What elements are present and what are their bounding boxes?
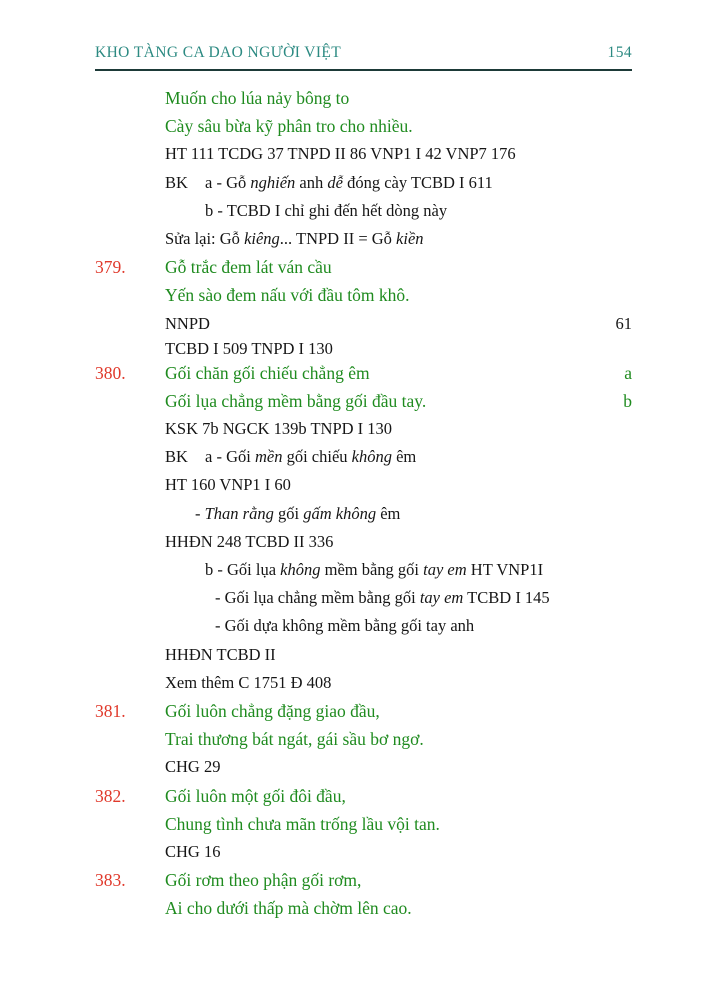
italic-variant-word: không (351, 447, 392, 467)
header-rule (95, 69, 632, 71)
text-segment: - Gối dựa không mềm bằng gối tay anh (215, 616, 475, 636)
text-line (95, 281, 632, 309)
entry-line (95, 866, 632, 894)
verse-text (165, 894, 632, 922)
reference-text (165, 338, 632, 359)
text-segment: anh (295, 172, 328, 192)
text-line (95, 84, 632, 112)
text-segment: - (195, 503, 205, 523)
text-line (95, 669, 632, 697)
reference-text (165, 500, 632, 528)
text-line (95, 225, 632, 253)
reference-text (165, 140, 632, 168)
text-line (95, 169, 632, 197)
verse-text (165, 866, 632, 894)
entry-number: 379. (95, 257, 126, 278)
reference-text (165, 415, 632, 443)
reference-text (165, 669, 632, 697)
reference-text (165, 753, 632, 781)
text-line (95, 415, 632, 443)
line-right-annotation: b (623, 390, 632, 411)
text-segment: a - Gỗ (205, 172, 251, 192)
text-segment: Gối luôn một gối đôi đầu, (165, 785, 346, 806)
text-line (95, 471, 632, 499)
reference-text (165, 310, 604, 338)
reference-text (165, 838, 632, 866)
text-segment: Gối lụa chẳng mềm bằng gối đầu tay. (165, 390, 427, 411)
entry-number: 381. (95, 700, 126, 721)
variant-marker-label: BK (165, 172, 188, 192)
italic-variant-word: mền (254, 447, 283, 467)
line-right-annotation: a (624, 362, 632, 383)
italic-variant-word: tay em (419, 588, 464, 608)
entry-number: 380. (95, 362, 126, 383)
text-segment: HHĐN TCBD II (165, 644, 276, 664)
reference-text (165, 641, 632, 669)
verse-text (165, 281, 632, 309)
entry-number: 383. (95, 870, 126, 891)
italic-variant-word: kiêng (244, 228, 280, 248)
text-segment: a - Gối (205, 447, 255, 467)
text-segment: Sửa lại: Gỗ (165, 228, 245, 248)
reference-text (165, 612, 632, 640)
page-number: 154 (607, 44, 632, 61)
text-line (95, 140, 632, 168)
reference-text (165, 584, 632, 612)
text-line (95, 528, 632, 556)
text-line (95, 612, 632, 640)
verse-text (165, 253, 632, 281)
text-line (95, 725, 632, 753)
text-segment: HT 160 VNP1 I 60 (165, 475, 291, 495)
text-line (95, 810, 632, 838)
text-segment: CHG 16 (165, 841, 221, 861)
text-segment: êm (376, 503, 401, 523)
text-segment: TCBD I 509 TNPD I 130 (165, 338, 333, 358)
entry-line (95, 253, 632, 281)
text-segment: Cày sâu bừa kỹ phân tro cho nhiều. (165, 116, 413, 137)
text-segment: HT VNP1I (466, 560, 544, 579)
entry-number: 382. (95, 785, 126, 806)
text-line (95, 310, 632, 338)
italic-variant-word: Than rằng (204, 503, 274, 523)
page-content (95, 84, 632, 922)
text-line (95, 894, 632, 922)
text-line (95, 112, 632, 140)
text-segment: Ai cho dưới thấp mà chờm lên cao. (165, 898, 412, 919)
text-line (95, 641, 632, 669)
verse-text (165, 112, 632, 140)
text-line (95, 197, 632, 225)
reference-text (165, 197, 632, 225)
verse-text (165, 725, 632, 753)
italic-variant-word: dễ (327, 172, 343, 192)
text-line (95, 500, 632, 528)
text-line (95, 556, 632, 584)
text-line (95, 838, 632, 866)
verse-text (165, 782, 632, 810)
verse-text (165, 84, 632, 112)
text-segment: Gối luôn chẳng đặng giao đầu, (165, 700, 380, 721)
page-title: KHO TÀNG CA DAO NGƯỜI VIỆT (95, 44, 342, 61)
reference-text (165, 169, 632, 197)
page-header (95, 44, 632, 62)
italic-variant-word: không (280, 560, 321, 579)
text-segment: êm (391, 447, 417, 467)
verse-text (165, 810, 632, 838)
text-line (95, 443, 632, 471)
variant-marker-label: BK (165, 447, 188, 467)
text-segment: HHĐN 248 TCBD II 336 (165, 531, 334, 551)
text-segment: Muốn cho lúa nảy bông to (165, 88, 350, 108)
text-segment: đóng cày TCBD I 611 (342, 172, 493, 192)
italic-variant-word: gấm không (303, 503, 377, 523)
italic-variant-word: nghiến (250, 172, 296, 192)
text-segment: b - Gối lụa (205, 560, 281, 579)
text-segment: HT 111 TCDG 37 TNPD II 86 VNP1 I 42 VNP7 176 (165, 144, 516, 164)
reference-text (165, 528, 632, 556)
text-segment: NNPD (165, 313, 210, 333)
text-line (95, 338, 632, 359)
reference-text (165, 471, 632, 499)
verse-text (165, 387, 611, 415)
text-segment: Xem thêm C 1751 Đ 408 (165, 672, 332, 692)
text-segment: Trai thương bát ngát, gái sầu bơ ngơ. (165, 729, 424, 750)
entry-line (95, 697, 632, 725)
text-segment: KSK 7b NGCK 139b TNPD I 130 (165, 419, 393, 439)
italic-variant-word: tay em (423, 560, 467, 579)
text-segment: b - TCBD I chỉ ghi đến hết dòng này (205, 200, 448, 220)
text-segment: mềm bằng gối (320, 560, 424, 579)
verse-text (165, 697, 632, 725)
text-line (95, 753, 632, 781)
text-segment: Gối chăn gối chiếu chẳng êm (165, 362, 370, 383)
italic-variant-word: kiền (396, 228, 424, 248)
text-segment: gối (273, 503, 304, 523)
text-segment: gối chiếu (282, 447, 352, 467)
text-segment: Yến sào đem nấu với đầu tôm khô. (165, 285, 410, 306)
text-segment: - Gối lụa chẳng mềm bằng gối (215, 588, 420, 608)
text-segment: TCBD I 145 (463, 588, 550, 608)
text-segment: ... TNPD II = Gỗ (279, 228, 397, 248)
entry-line (95, 782, 632, 810)
text-segment: Gỗ trắc đem lát ván cầu (165, 257, 332, 278)
reference-text (165, 443, 632, 471)
reference-text (165, 225, 632, 253)
text-line (95, 387, 632, 415)
text-segment: CHG 29 (165, 757, 221, 777)
verse-text (165, 359, 612, 387)
text-segment: Gối rơm theo phận gối rơm, (165, 870, 362, 891)
reference-text (165, 556, 632, 584)
text-line (95, 584, 632, 612)
text-segment: Chung tình chưa mãn trống lầu vội tan. (165, 813, 440, 834)
entry-line (95, 359, 632, 387)
line-right-annotation: 61 (615, 313, 632, 333)
